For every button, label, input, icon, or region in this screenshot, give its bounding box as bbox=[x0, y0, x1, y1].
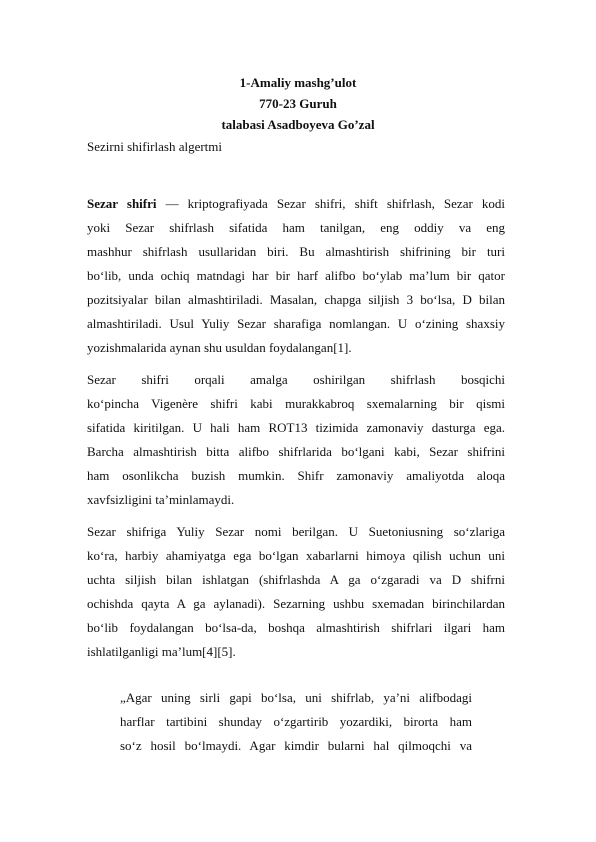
paragraph-line-text: — kriptografiyada Sezar shifri, shift shifrlash, Sezar kodi bbox=[156, 196, 506, 211]
paragraph-line: yoki Sezar shifrlash sifatida ham tanilgan, eng oddiy va eng bbox=[87, 220, 505, 235]
paragraph-line: xavfsizligini ta’minlamaydi. bbox=[87, 492, 235, 507]
paragraph-line: yozishmalarida aynan shu usuldan foydalangan[1]. bbox=[87, 340, 352, 355]
paragraph-line: ishlatilganligi ma’lum[4][5]. bbox=[87, 644, 236, 659]
quote-line: „Agar uning sirli gapi bo‘lsa, uni shifrlab, ya’ni alifbodagi bbox=[120, 690, 472, 705]
paragraph-line: Barcha almashtirish bitta alifbo shifrlarida bo‘lgani kabi, Sezar shifrini bbox=[87, 444, 505, 459]
paragraph-1 bbox=[87, 192, 505, 360]
quote-line: harflar tartibini shunday o‘zgartirib yozardiki, birorta ham bbox=[120, 714, 472, 729]
paragraph-line: almashtiriladi. Usul Yuliy Sezar sharafiga nomlangan. U o‘zining shaxsiy bbox=[87, 316, 505, 331]
paragraph-line: sifatida kiritilgan. U hali ham ROT13 tizimida zamonaviy dasturga ega. bbox=[87, 420, 505, 435]
quote-line: so‘z hosil bo‘lmaydi. Agar kimdir bularni hal qilmoqchi va bbox=[120, 738, 472, 753]
paragraph-line: bo‘lib foydalangan bo‘lsa-da, boshqa almashtirish shifrlari ilgari ham bbox=[87, 620, 505, 635]
paragraph-line: Sezar shifri orqali amalga oshirilgan shifrlash bosqichi bbox=[87, 372, 505, 387]
paragraph-line: pozitsiyalar bilan almashtiriladi. Masalan, chapga siljish 3 bo‘lsa, D bilan bbox=[87, 292, 505, 307]
paragraph-line: mashhur shifrlash usullaridan biri. Bu almashtirish shifrining bir turi bbox=[87, 244, 505, 259]
term-sezar-shifri: Sezar shifri bbox=[87, 196, 157, 211]
block-quote bbox=[120, 686, 472, 758]
group-label: 770-23 Guruh bbox=[259, 96, 337, 111]
paragraph-line: bo‘lib, unda ochiq matndagi har bir harf alifbo bo‘ylab ma’lum bir qator bbox=[87, 268, 505, 283]
student-label: talabasi Asadboyeva Go’zal bbox=[221, 117, 375, 132]
paragraph-line bbox=[87, 192, 505, 216]
document-title: 1-Amaliy mashg’ulot bbox=[239, 75, 357, 90]
paragraph-line: ko‘ra, harbiy ahamiyatga ega bo‘lgan xabarlarni himoya qilish uchun uni bbox=[87, 548, 505, 563]
paragraph-line: ham osonlikcha buzish mumkin. Shifr zamonaviy amaliyotda aloqa bbox=[87, 468, 505, 483]
document-body bbox=[87, 192, 505, 672]
document-subtitle: Sezirni shifirlash algertmi bbox=[87, 139, 223, 154]
paragraph-line: uchta siljish bilan ishlatgan (shifrlashda A ga o‘zgaradi va D shifrni bbox=[87, 572, 505, 587]
paragraph-line: ochishda qayta A ga aylanadi). Sezarning ushbu sxemadan birinchilardan bbox=[87, 596, 505, 611]
paragraph-line: ko‘pincha Vigenère shifri kabi murakkabroq sxemalarning bir qismi bbox=[87, 396, 505, 411]
document-header bbox=[0, 72, 596, 135]
paragraph-line: Sezar shifriga Yuliy Sezar nomi berilgan. U Suetoniusning so‘zlariga bbox=[87, 524, 505, 539]
paragraph-2 bbox=[87, 368, 505, 512]
paragraph-3 bbox=[87, 520, 505, 664]
